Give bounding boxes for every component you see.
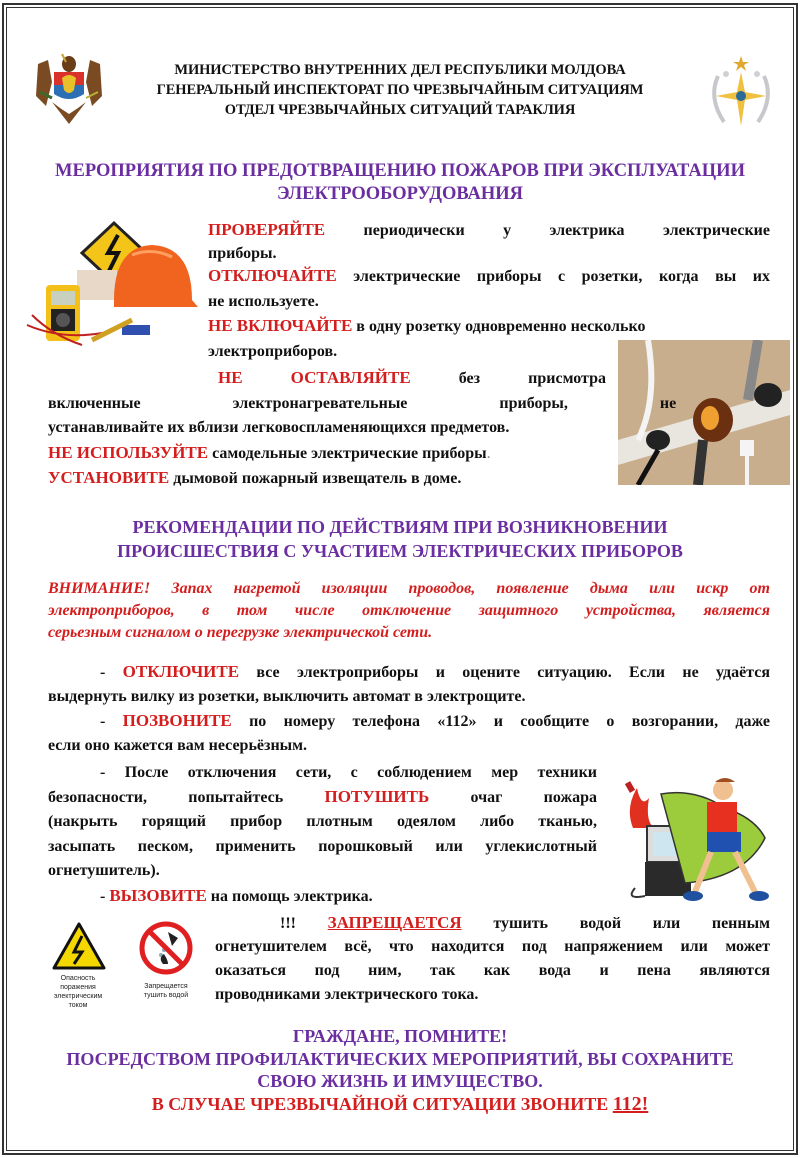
footer-prevention: ПОСРЕДСТВОМ ПРОФИЛАКТИЧЕСКИХ МЕРОПРИЯТИЙ, ВЫ СОХРАНИТЕ — [66, 1048, 734, 1069]
step-extinguish-line4: засыпать песком, применить порошковый или углекислотный — [48, 838, 597, 855]
item-unplug — [208, 264, 770, 290]
keyword-unplug: ОТКЛЮЧАЙТЕ — [208, 266, 337, 285]
prohibition-exclaim: !!! — [280, 915, 296, 932]
step-disconnect-text: все электроприборы и оцените ситуацию. Если не удаётся — [256, 664, 770, 681]
hazard-caption-line1: Опасность — [60, 975, 96, 982]
header-department: ОТДЕЛ ЧРЕЗВЫЧАЙНЫХ СИТУАЦИЙ ТАРАКЛИЯ — [224, 102, 576, 118]
keyword-no-homemade: НЕ ИСПОЛЬЗУЙТЕ — [48, 443, 209, 462]
hazard-caption-line4: током — [68, 1002, 88, 1009]
no-water-caption-line2: тушить водой — [143, 992, 189, 999]
warning-text1: Запах нагретой изоляции проводов, появление дыма или искр от — [171, 580, 771, 597]
step-extinguish-line2 — [48, 785, 597, 811]
keyword-disconnect: ОТКЛЮЧИТЕ — [122, 662, 240, 681]
warning-block — [48, 578, 770, 644]
burning-socket-image — [618, 340, 790, 485]
item-check-text2: приборы. — [208, 245, 277, 262]
electrical-tools-image — [22, 215, 202, 355]
section2-title-line2: ПРОИСШЕСТВИЯ С УЧАСТИЕМ ЭЛЕКТРИЧЕСКИХ ПРИБОРОВ — [117, 541, 683, 561]
header-inspectorate: ГЕНЕРАЛЬНЫЙ ИНСПЕКТОРАТ ПО ЧРЕЗВЫЧАЙНЫМ СИТУАЦИЯМ — [156, 82, 644, 98]
warning-line2: электроприборов, в том числе отключение защитного устройства, является — [48, 602, 770, 619]
step-call-dash: - — [100, 713, 123, 730]
no-water-caption — [128, 982, 204, 1000]
item-install-text: дымовой пожарный извещатель в доме. — [173, 470, 462, 487]
step-extinguish-line1: - После отключения сети, с соблюдением мер техники — [100, 764, 597, 781]
section1-title-line2: ЭЛЕКТРООБОРУДОВАНИЯ — [276, 184, 524, 204]
blanket-fire-illustration — [615, 768, 785, 908]
footer-emergency — [40, 1093, 760, 1116]
no-water-caption-line1: Запрещается — [144, 983, 188, 990]
step-extinguish-post-a: очаг — [470, 789, 503, 806]
keyword-check: ПРОВЕРЯЙТЕ — [208, 220, 326, 239]
step-extinguish-pre: безопасности, — [48, 789, 147, 806]
no-water-extinguish-icon — [138, 920, 194, 976]
prohibition-line1 — [280, 911, 770, 937]
prohibition-line2: огнетушителем всё, что находится под напряжением или может — [215, 938, 770, 955]
footer-block — [40, 1025, 760, 1115]
item-no-unattended-text3: устанавливайте их вблизи легковоспламеняющихся предметов. — [48, 419, 510, 436]
item-unplug-text2: не используете. — [208, 293, 319, 310]
item-no-unattended-text2: включенные электронагревательные приборы, не — [48, 395, 677, 412]
section2-title-line1: РЕКОМЕНДАЦИИ ПО ДЕЙСТВИЯМ ПРИ ВОЗНИКНОВЕНИИ — [132, 517, 668, 537]
item-check — [208, 218, 770, 244]
item-no-unattended-text-b: присмотра — [528, 370, 607, 387]
item-no-unattended — [218, 366, 606, 392]
prohibition-line4: проводниками электрического тока. — [215, 986, 479, 1003]
section2-title — [40, 515, 760, 563]
item-no-overload-text: в одну розетку одновременно несколько — [356, 318, 646, 335]
hazard-caption-line2: поражения — [60, 984, 96, 991]
item-unplug-text: электрические приборы с розетки, когда вы их — [353, 268, 771, 285]
step-electrician-dash: - — [100, 888, 110, 905]
item-no-overload-text2: электроприборов. — [208, 343, 338, 360]
moldova-coat-of-arms-icon — [32, 52, 106, 132]
step-call-text2: если оно кажется вам несерьёзным. — [48, 737, 308, 754]
prohibition-line3: оказаться под ним, так как вода и пена являются — [215, 962, 770, 979]
item-no-homemade-text: самодельные электрические приборы — [212, 445, 487, 462]
step-extinguish-post-b: пожара — [543, 789, 597, 806]
emergency-number: 112! — [612, 1092, 649, 1115]
keyword-no-unattended-b: ОСТАВЛЯЙТЕ — [290, 368, 411, 387]
step-call — [100, 709, 770, 735]
step-electrician-text: на помощь электрика. — [210, 888, 373, 905]
item-no-homemade-punct: . — [486, 445, 491, 462]
warning-label: ВНИМАНИЕ! — [48, 580, 151, 597]
step-extinguish-line3: (накрыть горящий прибор плотным одеялом либо тканью, — [48, 813, 597, 830]
item-no-unattended-line2 — [48, 392, 677, 417]
header-ministry: МИНИСТЕРСТВО ВНУТРЕННИХ ДЕЛ РЕСПУБЛИКИ МОЛДОВА — [174, 62, 626, 78]
warning-line3: серьезным сигналом о перегрузке электрической сети. — [48, 624, 433, 641]
footer-remember: ГРАЖДАНЕ, ПОМНИТЕ! — [292, 1026, 508, 1046]
keyword-call-electrician: ВЫЗОВИТЕ — [109, 886, 207, 905]
electric-hazard-caption — [40, 974, 116, 1010]
step-disconnect-dash: - — [100, 664, 123, 681]
section1-title-line1: МЕРОПРИЯТИЯ ПО ПРЕДОТВРАЩЕНИЮ ПОЖАРОВ ПРИ ЭКСПЛУАТАЦИИ — [55, 161, 745, 181]
item-no-unattended-text-a: без — [458, 370, 481, 387]
electric-hazard-icon — [52, 922, 106, 970]
keyword-extinguish: ПОТУШИТЬ — [324, 787, 430, 806]
keyword-install: УСТАНОВИТЕ — [48, 468, 170, 487]
footer-life-property: СВОЮ ЖИЗНЬ И ИМУЩЕСТВО. — [257, 1071, 543, 1091]
step-call-text: по номеру телефона «112» и сообщите о возгорании, даже — [249, 713, 770, 730]
step-disconnect-text2: выдернуть вилку из розетки, выключить автомат в электрощите. — [48, 688, 526, 705]
item-no-homemade — [48, 441, 491, 467]
step-call-electrician — [100, 884, 373, 910]
item-check-text: периодически у электрика электрические — [363, 222, 770, 239]
step-extinguish-mid: попытайтесь — [188, 789, 284, 806]
prohibition-text: тушить водой или пенным — [493, 915, 771, 932]
step-extinguish-line5: огнетушитель). — [48, 862, 160, 879]
hazard-caption-line3: электрическим — [53, 993, 103, 1000]
keyword-no-unattended-a: НЕ — [218, 368, 243, 387]
section1-title — [40, 160, 760, 206]
step-disconnect — [100, 660, 770, 686]
keyword-prohibited: ЗАПРЕЩАЕТСЯ — [327, 913, 462, 932]
keyword-call: ПОЗВОНИТЕ — [122, 711, 232, 730]
igsu-emblem-icon — [702, 54, 780, 132]
item-install-detector — [48, 466, 461, 492]
warning-line1 — [48, 578, 770, 600]
keyword-no-overload: НЕ ВКЛЮЧАЙТЕ — [208, 316, 353, 335]
item-no-overload — [208, 314, 645, 340]
header-block — [110, 60, 690, 120]
footer-emergency-text: В СЛУЧАЕ ЧРЕЗВЫЧАЙНОЙ СИТУАЦИИ ЗВОНИТЕ — [151, 1093, 609, 1114]
